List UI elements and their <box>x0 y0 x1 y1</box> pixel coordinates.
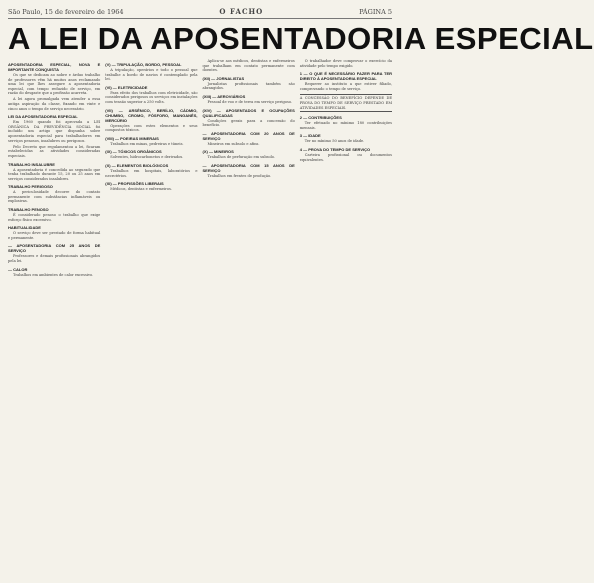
masthead-paper-name: O FACHO <box>219 7 264 16</box>
article-paragraph: Para efeito dos trabalhos com eletricidade, são considerados perigosos os serviços em instalações com tensão superior a 250 volts. <box>105 90 198 104</box>
section-heading: TRABALHO PERIGOSO <box>8 184 53 190</box>
section-heading: (VII) — ARSÊNICO, BERÍLIO, CÁDMIO, CHUMBO, CROMO, FÓSFORO, MANGANÊS, MERCÚRIO <box>105 107 198 123</box>
section-heading: (XI) — PROFISSÕES LIBERAIS <box>105 181 164 187</box>
article-paragraph: Operações com estes elementos e seus compostos tóxicos. <box>105 123 198 133</box>
section-heading: — CALOR <box>8 266 28 272</box>
section-heading: 4 — PROVA DO TEMPO DE SERVIÇO <box>299 146 371 152</box>
section-heading: (XIII) — AEROVIÁRIOS <box>202 93 246 99</box>
article-paragraph: Condições gerais para a concessão do benefício. <box>202 118 295 128</box>
section-heading: (XIV) — APOSENTADOS E OCUPAÇÕES QUALIFICADAS <box>202 107 295 118</box>
section-heading: LEI DA APOSENTADORIA ESPECIAL <box>8 114 78 120</box>
section-heading: — APOSENTADORIA COM 20 ANOS DE SERVIÇO <box>202 130 295 141</box>
section-heading: (VI) — ELETRICIDADE <box>105 84 148 90</box>
article-paragraph: O serviço deve ser prestado de forma habitual e permanente. <box>8 231 101 240</box>
article-paragraph: Carteira profissional ou documentos equivalentes. <box>299 152 392 162</box>
article-paragraph: Pessoal de voo e de terra em serviço perigoso. <box>207 99 293 104</box>
section-heading: (VIII) — POEIRAS MINERAIS <box>105 135 159 141</box>
masthead-date: São Paulo, 15 de fevereiro de 1964 <box>8 8 124 16</box>
article-paragraph: Trabalhos em minas, pedreiras e túneis. <box>110 141 184 146</box>
section-heading: HABITUALIDADE <box>8 225 41 231</box>
section-heading: (V) — TRIPULAÇÃO, BORDO, PESSOAL <box>105 62 182 67</box>
article-paragraph: Trabalhos em hospitais, laboratórios e necrotérios. <box>105 168 198 178</box>
article-paragraph: Trabalhos de perfuração em subsolo. <box>207 155 276 160</box>
section-heading: (X) — ELEMENTOS BIOLÓGICOS <box>105 162 169 168</box>
article-paragraph: A periculosidade decorre do contato permanente com substâncias inflamáveis ou explosivas. <box>8 190 101 204</box>
article-paragraph: A lei agora promulgada vem atender a essa antiga aspiração da classe, fixando em vinte e cinco anos o tempo de serviço necessário. <box>8 97 101 111</box>
article-columns <box>8 59 392 583</box>
masthead <box>8 4 392 16</box>
article-paragraph: Ter no mínimo 50 anos de idade. <box>304 139 365 144</box>
masthead-page-number: PÁGINA 5 <box>359 8 392 16</box>
headline: A LEI DA APOSENTADORIA ESPECIAL <box>8 21 594 56</box>
article-column-1 <box>8 59 100 583</box>
article-column-3 <box>203 59 295 583</box>
masthead-divider <box>8 18 392 19</box>
article-column-2 <box>105 59 197 583</box>
article-paragraph: Trabalhos em ambientes de calor excessivo. <box>13 272 94 277</box>
article-paragraph: Pelo Decreto que regulamentou a lei, ficaram estabelecidas as atividades consideradas especiais. <box>8 144 101 158</box>
section-heading: 1 — O QUE É NECESSÁRIO FAZER PARA TER DIREITO À APOSENTADORIA ESPECIAL <box>299 71 392 82</box>
article-column-4 <box>300 59 392 583</box>
article-paragraph: Trabalhos em frentes de produção. <box>207 173 272 178</box>
article-paragraph: A aposentadoria é concedida ao segurado que tenha trabalhado durante 15, 20 ou 25 anos em serviços considerados insalubres. <box>8 167 101 181</box>
article-paragraph: Aplica-se aos médicos, dentistas e enfermeiros que trabalham em contato permanente com doentes. <box>202 59 295 73</box>
article-paragraph: Ter efetuado no mínimo 180 contribuições mensais. <box>299 121 392 130</box>
section-heading: 2 — CONTRIBUIÇÕES <box>299 115 342 121</box>
article-paragraph: Mineiros em subsolo e afins. <box>207 141 260 146</box>
article-paragraph: É considerado penoso o trabalho que exige esforço físico excessivo. <box>8 213 101 222</box>
section-heading: — APOSENTADORIA COM 15 ANOS DE SERVIÇO <box>202 162 295 173</box>
article-paragraph: A tripulação, operários e todo o pessoal que trabalhe a bordo de navios é contemplado pela lei. <box>105 68 198 82</box>
section-heading: APOSENTADORIA ESPECIAL, NOVA E IMPORTANTE CONQUISTA <box>8 62 101 72</box>
section-heading: 3 — IDADE <box>299 133 321 139</box>
section-heading: (XII) — JORNALISTAS <box>202 75 245 81</box>
article-paragraph: O trabalhador deve comprovar o exercício da atividade pelo tempo exigido. <box>299 59 392 68</box>
article-paragraph: Jornalistas profissionais também são abrangidos. <box>202 81 295 91</box>
section-heading: TRABALHO PENOSO <box>8 207 49 213</box>
article-paragraph: Solventes, hidrocarbonetos e derivados. <box>110 155 184 160</box>
section-heading: (X) — MINEIROS <box>202 149 234 155</box>
boxed-notice: A CONCESSÃO DO BENEFÍCIO DEPENDE DE PROVA DO TEMPO DE SERVIÇO PRESTADO EM ATIVIDADES ESPECIAIS. <box>300 94 392 112</box>
section-heading: (IX) — TÓXICOS ORGÂNICOS <box>105 149 162 155</box>
article-paragraph: Requerer ao instituto a que estiver filiado, comprovando o tempo de serviço. <box>299 82 392 91</box>
section-heading: — APOSENTADORIA COM 25 ANOS DE SERVIÇO <box>8 243 101 254</box>
article-paragraph: Em 1960 quando foi aprovada a LEI ORGÂNICA DA PREVIDÊNCIA SOCIAL foi incluído um artigo que dispunha sobre aposentadoria especial para trabalhadores em serviços penosos, insalubres ou perigosos. <box>8 120 101 143</box>
article-paragraph: Médicos, dentistas e enfermeiros. <box>110 187 173 192</box>
article-paragraph: Professores e demais profissionais abrangidos pela lei. <box>8 254 101 264</box>
article-paragraph: Os que se dedicam ao nobre e árduo trabalho de professores vêm há muitos anos reclamando uma lei que lhes assegure a aposentadoria especial, com tempo reduzido de serviço, em razão do desgaste que a profissão acarreta. <box>8 73 101 96</box>
section-heading: TRABALHO INSALUBRE <box>8 161 55 167</box>
